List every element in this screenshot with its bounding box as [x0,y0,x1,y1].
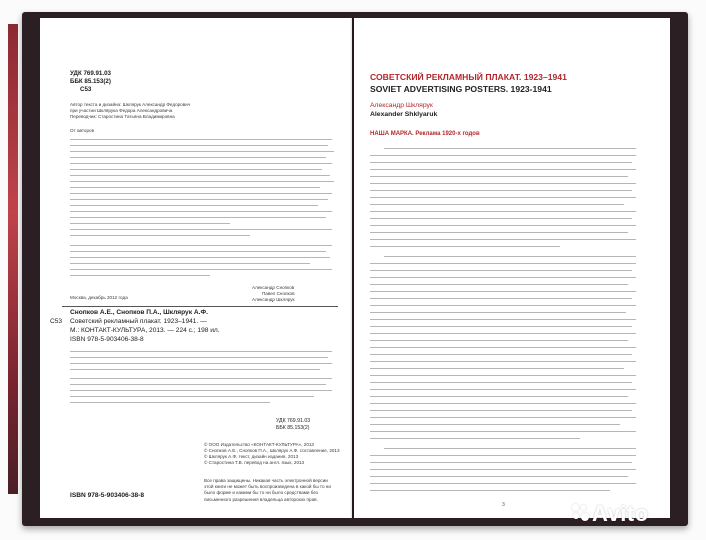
author-english: Alexander Shklyaruk [370,111,438,118]
date-line: Москва, декабрь 2012 года [70,295,128,300]
copyright-line-4: © Старостина Т.В. перевод на англ. язык, 2013 [204,460,305,465]
udk-code: УДК 769.91.03 [70,70,111,77]
author-name-3: Александр Шклярук [252,297,295,302]
cover-red-strip [8,24,18,494]
author-name-2: Павел Снопков [262,291,295,296]
author-russian: Александр Шклярук [370,102,433,109]
bbk-code-2: ББК 85.153(2) [276,425,310,431]
avito-logo-icon [572,504,590,522]
copyright-line-3: © Шклярук А.Ф. текст, дизайн издания, 2013 [204,454,299,459]
author-name-1: Александр Снопков [252,285,295,290]
page-number: 3 [502,502,505,508]
catalog-title: Советский рекламный плакат. 1923–1941. — [70,318,207,325]
from-authors-heading: От авторов [70,128,95,133]
catalog-publisher: М.: КОНТАКТ-КУЛЬТУРА, 2013. — 224 с.; 198 ил. [70,327,220,334]
copyright-line-1: © ООО Издательство «КОНТАКТ-КУЛЬТУРА», 2013 [204,442,314,447]
bbk-code: ББК 85.153(2) [70,78,111,85]
title-russian: СОВЕТСКИЙ РЕКЛАМНЫЙ ПЛАКАТ. 1923–1941 [370,72,567,82]
watermark-text: Avito [592,501,649,526]
credit-author: Автор текста и дизайна: Шклярук Александр Федорович [70,102,191,107]
credit-assist: при участии Шклярука Федора Александровича [70,108,173,113]
left-page [40,18,352,518]
rights-text: Все права защищены. Никакая часть электронной версии этой книги не может быть воспроизведена в какой бы то ни было форме и какими бы то ни было средствами без письменного разрешения владельца авторских прав. [204,478,331,502]
section-divider [62,306,338,307]
title-english: SOVIET ADVERTISING POSTERS. 1923-1941 [370,84,552,94]
isbn-bottom: ISBN 978-5-903406-38-8 [70,492,145,499]
copyright-line-2: © Снопков А.Е., Снопков П.А., Шклярук А.Ф. составление, 2013 [204,448,340,453]
credit-translator: Переводчик: Старостина Татьяна Владимировна [70,114,175,119]
catalog-code: С53 [80,86,92,93]
section-heading: НАША МАРКА. Реклама 1920-х годов [370,131,480,137]
catalog-heading: Снопков А.Е., Снопков П.А., Шклярук А.Ф. [70,309,208,316]
right-page [354,18,670,518]
catalog-code-2: С53 [50,318,63,325]
catalog-isbn: ISBN 978-5-903406-38-8 [70,336,144,343]
udk-code-2: УДК 769.91.03 [276,418,311,424]
